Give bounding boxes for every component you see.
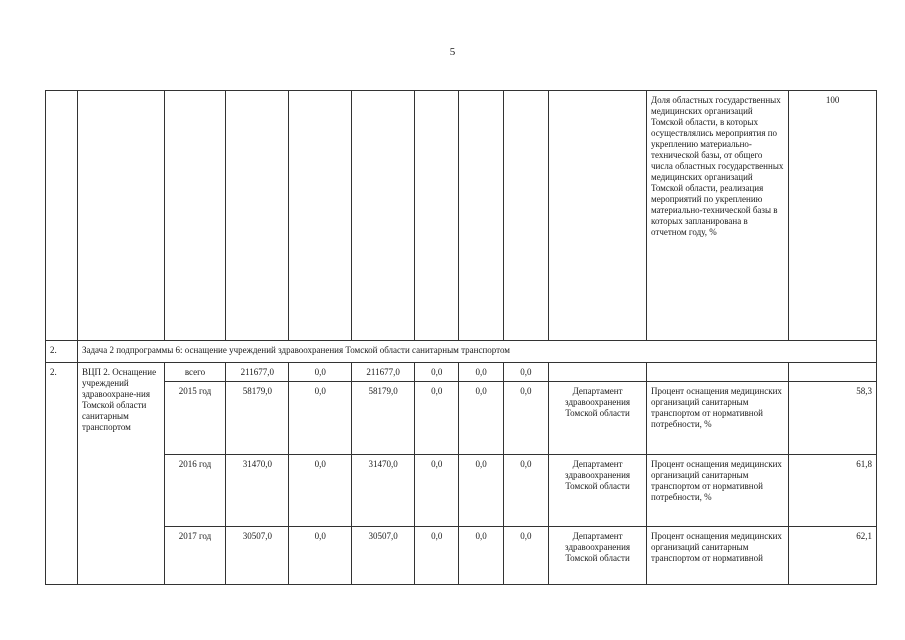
cell-col2	[352, 91, 415, 341]
cell-col3: 0,0	[415, 363, 459, 382]
task-text: Задача 2 подпрограммы 6: оснащение учреждений здравоохранения Томской области санитарным транспортом	[77, 341, 876, 363]
cell-period	[164, 91, 226, 341]
cell-col1: 0,0	[289, 382, 352, 455]
cell-indicator: Процент оснащения медицинских организаций санитарным транспортом от нормативной потребности, %	[647, 455, 789, 527]
cell-col3: 0,0	[415, 455, 459, 527]
cell-value: 61,8	[789, 455, 877, 527]
cell-col1: 0,0	[289, 455, 352, 527]
cell-indicator: Процент оснащения медицинских организаций санитарным транспортом от нормативной потребности, %	[647, 382, 789, 455]
cell-col5	[503, 91, 548, 341]
cell-col4: 0,0	[459, 455, 503, 527]
cell-total: 31470,0	[226, 455, 289, 527]
cell-value: 62,1	[789, 527, 877, 585]
cell-executor: Департамент здравоохранения Томской области	[549, 382, 647, 455]
cell-col4: 0,0	[459, 382, 503, 455]
cell-total: 58179,0	[226, 382, 289, 455]
program-num: 2.	[46, 363, 78, 585]
cell-total	[226, 91, 289, 341]
cell-col2: 211677,0	[352, 363, 415, 382]
table-row	[46, 382, 877, 455]
cell-executor: Департамент здравоохранения Томской области	[549, 527, 647, 585]
cell-col4: 0,0	[459, 527, 503, 585]
cell-col5: 0,0	[503, 527, 548, 585]
cell-value: 58,3	[789, 382, 877, 455]
table-row	[46, 91, 877, 341]
cell-executor	[549, 91, 647, 341]
cell-period: 2017 год	[164, 527, 226, 585]
cell-total: 211677,0	[226, 363, 289, 382]
cell-period: 2016 год	[164, 455, 226, 527]
cell-col3	[415, 91, 459, 341]
cell-col1	[289, 91, 352, 341]
cell-period: всего	[164, 363, 226, 382]
cell-col2: 58179,0	[352, 382, 415, 455]
table-row	[46, 527, 877, 585]
cell-col4: 0,0	[459, 363, 503, 382]
cell-total: 30507,0	[226, 527, 289, 585]
cell-num	[46, 91, 78, 341]
cell-value	[789, 363, 877, 382]
table-row	[46, 455, 877, 527]
cell-period: 2015 год	[164, 382, 226, 455]
cell-indicator: Процент оснащения медицинских организаций санитарным транспортом от нормативной	[647, 527, 789, 585]
table-row	[46, 363, 877, 382]
cell-col2: 30507,0	[352, 527, 415, 585]
cell-col1: 0,0	[289, 363, 352, 382]
cell-col3: 0,0	[415, 382, 459, 455]
cell-indicator: Доля областных государственных медицинских организаций Томской области, в которых осуществлялись мероприятия по укреплению материально-технической базы, от общего числа областных государственных медицинских организаций Томской области, реализация мероприятий по укреплению материально-технической базы в которых запланирована в отчетном году, %	[647, 91, 789, 341]
page-number: 5	[449, 46, 456, 58]
program-name: ВЦП 2. Оснащение учреждений здравоохране-ния Томской области санитарным транспортом	[77, 363, 164, 585]
cell-executor	[549, 363, 647, 382]
cell-indicator	[647, 363, 789, 382]
cell-col5: 0,0	[503, 363, 548, 382]
cell-value: 100	[789, 91, 877, 341]
cell-col5: 0,0	[503, 455, 548, 527]
task-num: 2.	[46, 341, 78, 363]
cell-col3: 0,0	[415, 527, 459, 585]
cell-executor: Департамент здравоохранения Томской области	[549, 455, 647, 527]
cell-col5: 0,0	[503, 382, 548, 455]
program-table	[45, 90, 877, 585]
cell-col1: 0,0	[289, 527, 352, 585]
cell-name	[77, 91, 164, 341]
cell-col2: 31470,0	[352, 455, 415, 527]
cell-col4	[459, 91, 503, 341]
task-row	[46, 341, 877, 363]
